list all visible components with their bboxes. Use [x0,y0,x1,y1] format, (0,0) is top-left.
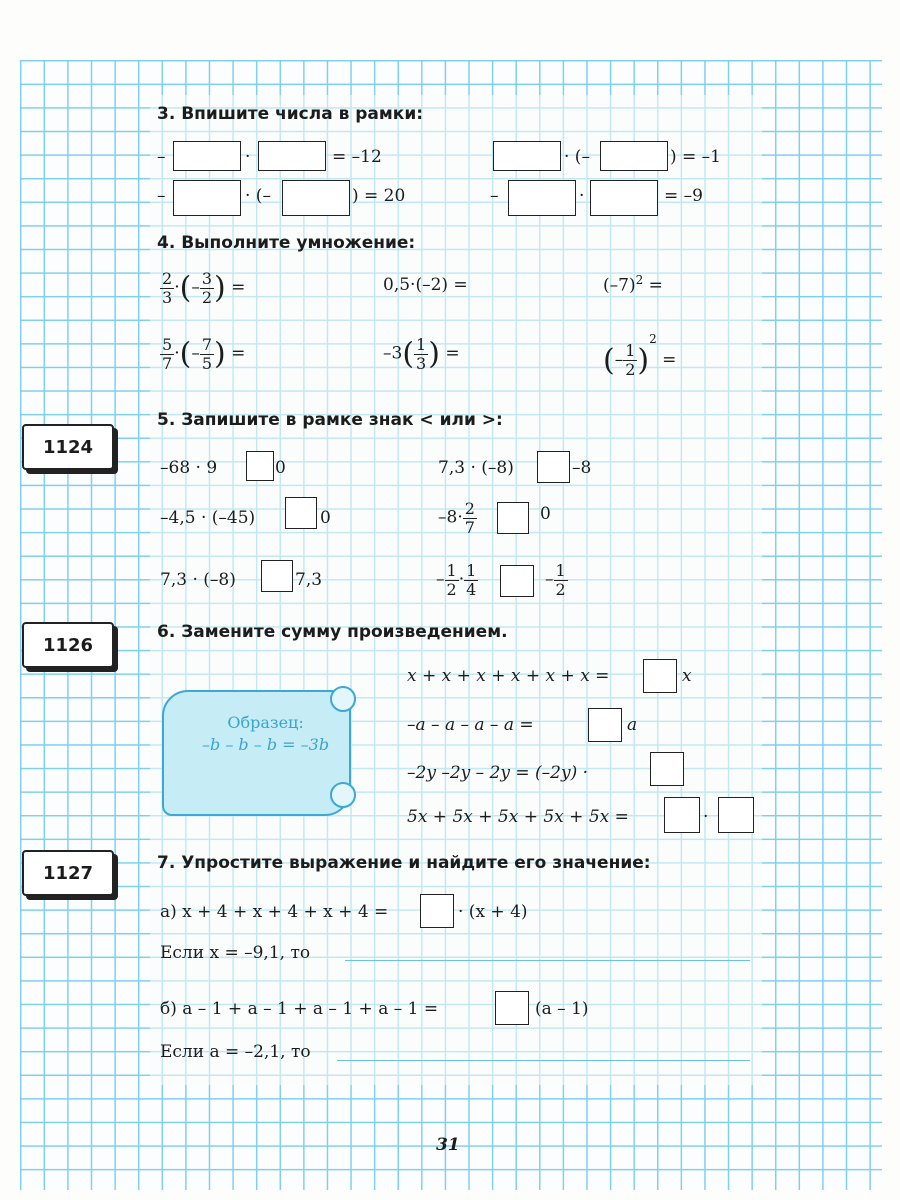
task7a-expression: а) x + 4 + x + 4 + x + 4 = [160,902,389,922]
answer-box[interactable] [643,659,677,693]
answer-box[interactable] [600,141,668,171]
task3-title: 3. Впишите числа в рамки: [157,104,424,124]
expr-4-4: $\frac{5}{7}$ ·(– $\frac{7}{5}$ ) = [162,335,246,373]
expr-4-2: 0,5·(–2) = [383,275,468,295]
compare-right: 0 [320,508,331,528]
task3-op: · (– [245,186,271,206]
task7b-condition: Если a = –2,1, то [160,1042,311,1062]
compare-right: –8 [572,458,592,478]
answer-box[interactable] [420,894,454,928]
answer-box[interactable] [508,180,576,216]
sum-2-var: a [627,715,638,735]
sample-text [202,712,329,755]
scroll-curl-icon [330,782,356,808]
compare-right: 0 [540,504,551,524]
exercise-badge-1127: 1127 [22,850,114,896]
sum-1-var: x [682,666,692,686]
expr-4-3: $(-7)^2$ = [603,273,663,296]
task5-title: 5. Запишите в рамке знак < или >: [157,410,503,430]
compare-left: –4,5 · (–45) [160,508,256,528]
answer-box[interactable] [664,797,700,833]
expr-4-5: –3( $\frac{1}{3}$ ) = [383,335,460,373]
task3-result: = –12 [332,147,382,167]
compare-left: –8· $\frac{2}{7}$ [438,499,475,537]
dot: · [245,147,251,167]
sign-box[interactable] [285,497,317,529]
task7-title: 7. Упростите выражение и найдите его значение: [157,853,651,873]
sum-1: x + x + x + x + x + x = [407,666,610,686]
sign-box[interactable] [537,451,570,483]
sum-4: 5x + 5x + 5x + 5x + 5x = [407,807,629,827]
sample-title: Образец: [227,713,304,732]
compare-left: 7,3 · (–8) [160,570,236,590]
dot: · [703,807,709,827]
answer-box[interactable] [650,752,684,786]
sign-box[interactable] [261,560,293,592]
answer-box[interactable] [718,797,754,833]
task7b-expression: б) a – 1 + a – 1 + a – 1 + a – 1 = [160,999,439,1019]
answer-box[interactable] [173,141,241,171]
sample-expression: –b – b – b = –3b [202,734,330,754]
answer-box[interactable] [282,180,350,216]
task3-result: ) = –1 [670,147,721,167]
answer-box[interactable] [258,141,326,171]
sample-scroll [162,690,354,815]
answer-box[interactable] [493,141,561,171]
task3-sign: – [157,147,166,167]
task7a-tail: · (x + 4) [458,902,528,922]
dot: · [579,186,585,206]
task3-op: · (– [564,147,590,167]
answer-box[interactable] [588,708,622,742]
task3-sign: – [490,186,499,206]
answer-box[interactable] [495,991,529,1025]
task6-title: 6. Замените сумму произведением. [157,622,508,642]
task4-title: 4. Выполните умножение: [157,233,416,253]
task3-sign: – [157,186,166,206]
answer-line[interactable] [337,1060,750,1061]
exercise-badge-1124: 1124 [22,424,114,470]
scroll-curl-icon [330,686,356,712]
sum-2: –a – a – a – a = [407,715,534,735]
task3-result: ) = 20 [352,186,406,206]
answer-line[interactable] [345,960,750,961]
task7a-condition: Если x = –9,1, то [160,943,311,963]
expr-4-6: (– $\frac{1}{2}$ )$^2$ = [603,332,677,379]
compare-right: – $\frac{1}{2}$ [545,561,566,599]
answer-box[interactable] [173,180,241,216]
compare-left: 7,3 · (–8) [438,458,514,478]
answer-box[interactable] [590,180,658,216]
exercise-badge-1126: 1126 [22,622,114,668]
sum-3: –2y –2y – 2y = (–2y) · [407,763,589,783]
compare-left: –68 · 9 [160,458,218,478]
sign-box[interactable] [500,565,534,597]
sign-box[interactable] [497,502,529,534]
compare-left: – $\frac{1}{2}$ · $\frac{1}{4}$ [436,561,477,599]
task7b-tail: (a – 1) [535,999,589,1019]
task3-result: = –9 [664,186,703,206]
sign-box[interactable] [246,451,274,481]
compare-right: 0 [275,458,286,478]
compare-right: 7,3 [295,570,323,590]
expr-4-1: $\frac{2}{3}$ ·(– $\frac{3}{2}$ ) = [162,269,246,307]
page-number: 31 [436,1135,460,1155]
